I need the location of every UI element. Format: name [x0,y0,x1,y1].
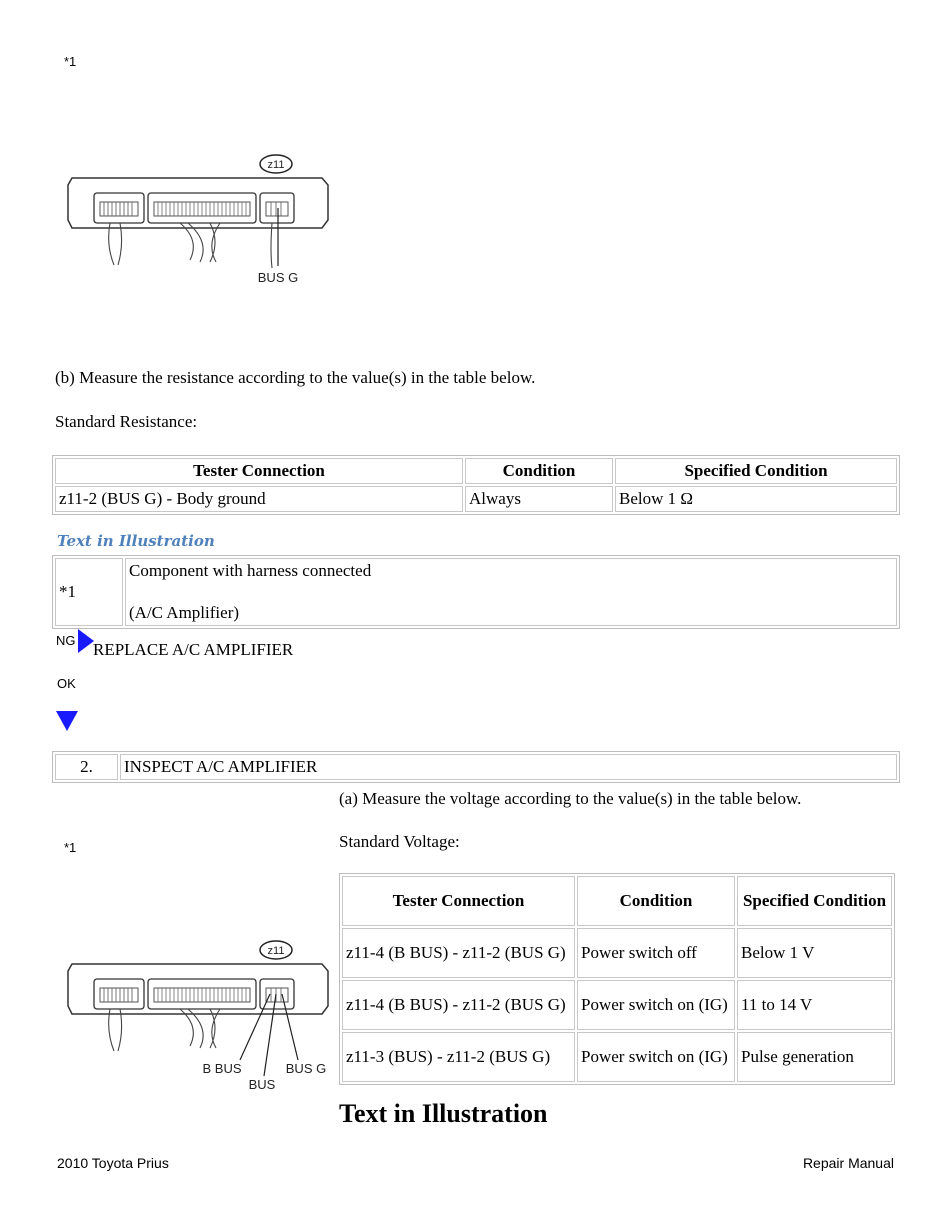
cell-specified-condition: Pulse generation [737,1032,892,1082]
footer-left: 2010 Toyota Prius [57,1155,169,1171]
pin-label-bus-g: BUS G [285,1061,327,1076]
pin-label-bus-g: BUS G [257,270,299,285]
cell-specified-condition: Below 1 V [737,928,892,978]
ng-label: NG [56,633,76,648]
col-specified-condition: Specified Condition [737,876,892,926]
table-row [342,1032,892,1082]
connector-id-label: z11 [267,159,285,171]
standard-resistance-label: Standard Resistance: [55,412,198,431]
col-specified-condition: Specified Condition [615,458,897,484]
replace-action-link[interactable]: REPLACE A/C AMPLIFIER [93,640,294,659]
cell-tester-connection: z11-2 (BUS G) - Body ground [55,486,463,512]
standard-voltage-label: Standard Voltage: [339,832,460,851]
table-row [55,754,897,780]
col-tester-connection: Tester Connection [342,876,575,926]
cell-tester-connection: z11-4 (B BUS) - z11-2 (BUS G) [342,980,575,1030]
step-title: INSPECT A/C AMPLIFIER [120,754,897,780]
table-header-row [55,458,897,484]
table-row [55,486,897,512]
connector-id-label: z11 [267,945,285,957]
cell-condition: Power switch on (IG) [577,980,735,1030]
table-header-row [342,876,892,926]
connector-diagram-1 [60,150,340,290]
step-a-instruction: (a) Measure the voltage according to the value(s) in the table below. [339,789,802,808]
cell-condition: Always [465,486,613,512]
step-number: 2. [55,754,118,780]
legend-line-2: (A/C Amplifier) [129,603,240,622]
fig1-marker: *1 [64,54,77,69]
cell-specified-condition: 11 to 14 V [737,980,892,1030]
fig2-marker: *1 [64,840,77,855]
step-b-instruction: (b) Measure the resistance according to the value(s) in the table below. [55,368,536,387]
legend-description [125,558,897,626]
pin-label-bus: BUS [248,1077,276,1092]
voltage-table [339,873,895,1085]
col-condition: Condition [465,458,613,484]
table-row [342,980,892,1030]
pin-label-b-bus: B BUS [202,1061,242,1076]
table-row [342,928,892,978]
ok-label: OK [57,676,76,691]
text-in-illustration-heading: Text in Illustration [57,532,215,550]
legend-marker: *1 [55,558,123,626]
illustration-legend-table [52,555,900,629]
footer-right: Repair Manual [802,1155,894,1171]
table-row [55,558,897,626]
cell-tester-connection: z11-4 (B BUS) - z11-2 (BUS G) [342,928,575,978]
col-condition: Condition [577,876,735,926]
legend-line-1: Component with harness connected [129,561,372,580]
cell-specified-condition: Below 1 Ω [615,486,897,512]
resistance-table [52,455,900,515]
cell-tester-connection: z11-3 (BUS) - z11-2 (BUS G) [342,1032,575,1082]
connector-diagram-2 [60,936,340,1096]
cell-condition: Power switch on (IG) [577,1032,735,1082]
cell-condition: Power switch off [577,928,735,978]
ok-arrow-down-icon [55,710,79,732]
col-tester-connection: Tester Connection [55,458,463,484]
step-2-table [52,751,900,783]
text-in-illustration-heading-2: Text in Illustration [339,1099,548,1128]
